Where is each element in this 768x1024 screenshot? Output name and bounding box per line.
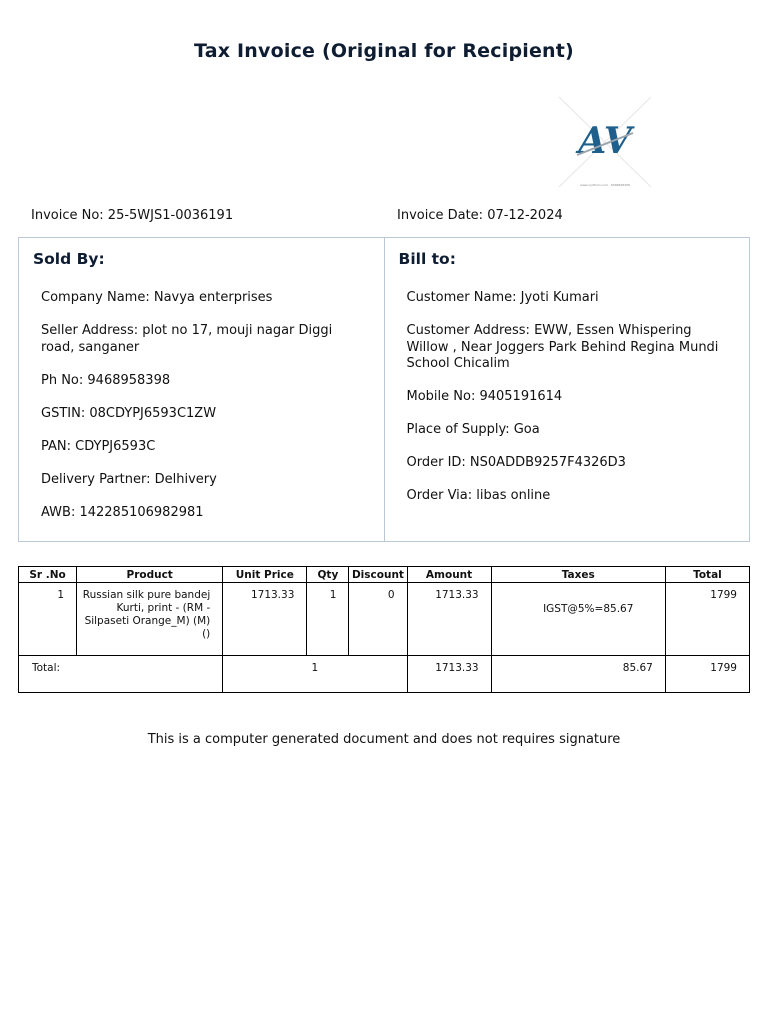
cell-taxes-text: IGST@5%=85.67	[543, 603, 634, 615]
totals-row	[19, 656, 750, 693]
sold-by-section	[19, 238, 384, 541]
invoice-number: Invoice No: 25-5WJS1-0036191	[31, 208, 234, 223]
col-header-amount: Amount	[407, 567, 491, 583]
col-header-taxes: Taxes	[491, 567, 665, 583]
cell-sr: 1	[19, 583, 77, 656]
col-header-total: Total	[665, 567, 749, 583]
col-header-discount: Discount	[349, 567, 407, 583]
customer-name: Customer Name: Jyoti Kumari	[406, 290, 599, 305]
seller-pan: PAN: CDYPJ6593C	[41, 438, 156, 454]
items-table	[18, 566, 750, 693]
cell-taxes	[491, 583, 665, 656]
seller-gstin: GSTIN: 08CDYPJ6593C1ZW	[41, 405, 217, 421]
col-header-unit-price: Unit Price	[223, 567, 307, 583]
totals-amount: 1713.33	[407, 656, 491, 693]
svg-text:AV: AV	[578, 120, 632, 162]
delivery-partner: Delivery Partner: Delhivery	[41, 471, 217, 487]
invoice-date: Invoice Date: 07-12-2024	[397, 208, 563, 223]
cell-discount: 0	[349, 583, 407, 656]
customer-mobile: Mobile No: 9405191614	[406, 389, 563, 404]
totals-label: Total:	[19, 656, 223, 693]
col-header-product: Product	[77, 567, 223, 583]
bill-to-heading: Bill to:	[398, 250, 456, 268]
table-header-row	[19, 567, 750, 583]
cell-total: 1799	[665, 583, 749, 656]
totals-qty: 1	[223, 656, 407, 693]
customer-address: Customer Address: EWW, Essen Whispering Willow , Near Joggers Park Behind Regina Mundi School Chicalim	[406, 323, 719, 371]
seller-company-name: Company Name: Navya enterprises	[41, 290, 273, 305]
order-via: Order Via: libas online	[406, 488, 551, 503]
totals-total: 1799	[665, 656, 749, 693]
col-header-qty: Qty	[307, 567, 349, 583]
cell-amount: 1713.33	[407, 583, 491, 656]
svg-text:www.ojuthom.com · 9468958398: www.ojuthom.com · 9468958398	[580, 183, 630, 187]
company-logo	[555, 93, 655, 191]
invoice-title: Tax Invoice (Original for Recipient)	[194, 40, 574, 62]
sold-by-heading: Sold By:	[33, 250, 105, 268]
seller-phone: Ph No: 9468958398	[41, 372, 171, 388]
awb-number: AWB: 142285106982981	[41, 504, 204, 520]
parties-box	[18, 237, 750, 542]
place-of-supply: Place of Supply: Goa	[406, 422, 540, 437]
bill-to-section	[384, 238, 750, 541]
seller-address: Seller Address: plot no 17, mouji nagar Diggi road, sanganer	[41, 323, 333, 355]
table-row	[19, 583, 750, 656]
cell-product: Russian silk pure bandej Kurti, print - (RM - Silpaseti Orange_M) (M) ()	[77, 583, 223, 656]
footer-note: This is a computer generated document and does not requires signature	[147, 732, 621, 747]
av-logo-icon	[555, 93, 655, 191]
order-id: Order ID: NS0ADDB9257F4326D3	[406, 455, 626, 470]
cell-qty: 1	[307, 583, 349, 656]
totals-taxes: 85.67	[491, 656, 665, 693]
cell-unit-price: 1713.33	[223, 583, 307, 656]
col-header-sr: Sr .No	[19, 567, 77, 583]
